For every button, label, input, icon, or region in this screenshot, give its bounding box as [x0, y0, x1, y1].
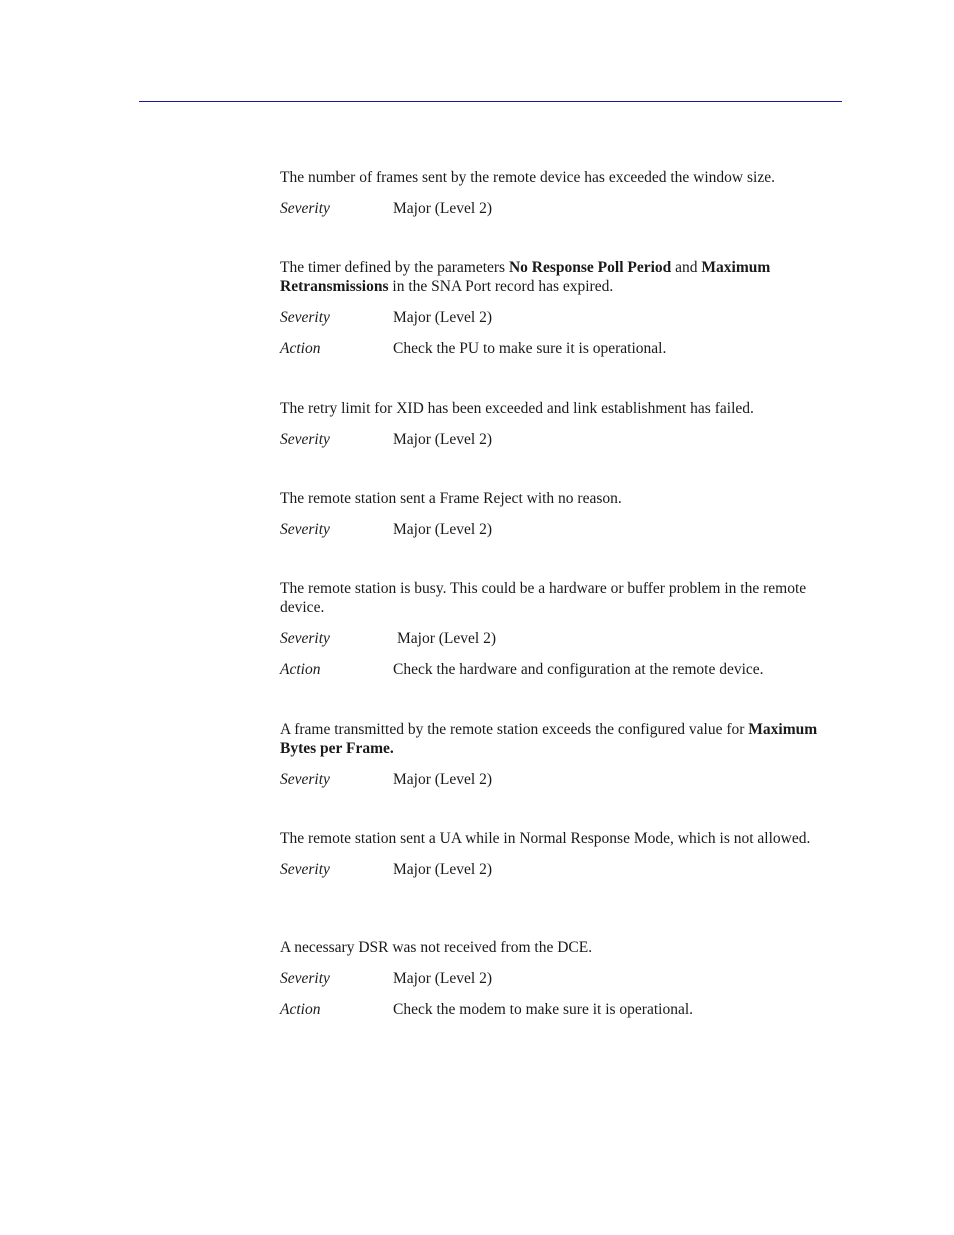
severity-label: Severity [280, 309, 330, 326]
severity-row [280, 969, 840, 988]
severity-value: Major (Level 2) [393, 970, 492, 987]
severity-label: Severity [280, 200, 330, 217]
severity-value: Major (Level 2) [393, 309, 492, 326]
message-description: The timer defined by the parameters No Response Poll Period and Maximum Retransmissions in the SNA Port record has expired. [280, 259, 771, 295]
message-description: The remote station sent a Frame Reject with no reason. [280, 490, 622, 507]
action-value: Check the modem to make sure it is operational. [393, 1001, 694, 1018]
header-rule [139, 101, 842, 102]
severity-value: Major (Level 2) [393, 200, 492, 217]
message-entry [280, 399, 840, 449]
severity-value: Major (Level 2) [393, 431, 492, 448]
action-row [280, 339, 840, 358]
message-description: The number of frames sent by the remote device has exceeded the window size. [280, 169, 775, 186]
action-row [280, 660, 840, 679]
severity-label: Severity [280, 630, 330, 647]
severity-row [280, 770, 840, 789]
action-label: Action [280, 1001, 321, 1018]
message-description: The remote station sent a UA while in Normal Response Mode, which is not allowed. [280, 830, 811, 847]
action-label: Action [280, 340, 321, 357]
action-row [280, 1000, 840, 1019]
severity-label: Severity [280, 970, 330, 987]
message-entry [280, 489, 840, 539]
action-label: Action [280, 661, 321, 678]
severity-value: Major (Level 2) [393, 861, 492, 878]
severity-value: Major (Level 2) [393, 521, 492, 538]
message-entry [280, 579, 840, 679]
message-entry [280, 258, 840, 358]
message-description: A necessary DSR was not received from the DCE. [280, 939, 593, 956]
severity-row [280, 308, 840, 327]
message-entry [280, 720, 840, 789]
message-description: The retry limit for XID has been exceeded and link establishment has failed. [280, 400, 754, 417]
severity-label: Severity [280, 771, 330, 788]
message-entry [280, 938, 840, 1019]
message-description: The remote station is busy. This could be a hardware or buffer problem in the remote device. [280, 580, 807, 616]
message-entry [280, 829, 840, 879]
message-entry [280, 168, 840, 218]
action-value: Check the PU to make sure it is operational. [393, 340, 667, 357]
severity-value: Major (Level 2) [397, 630, 496, 647]
severity-row [280, 430, 840, 449]
severity-row [280, 860, 840, 879]
severity-row [280, 199, 840, 218]
severity-value: Major (Level 2) [393, 771, 492, 788]
severity-label: Severity [280, 521, 330, 538]
severity-label: Severity [280, 431, 330, 448]
message-description: A frame transmitted by the remote station exceeds the configured value for Maximum Bytes per Frame. [280, 721, 818, 757]
action-value: Check the hardware and configuration at the remote device. [393, 661, 764, 678]
severity-label: Severity [280, 861, 330, 878]
severity-row [280, 520, 840, 539]
severity-row [280, 629, 840, 648]
